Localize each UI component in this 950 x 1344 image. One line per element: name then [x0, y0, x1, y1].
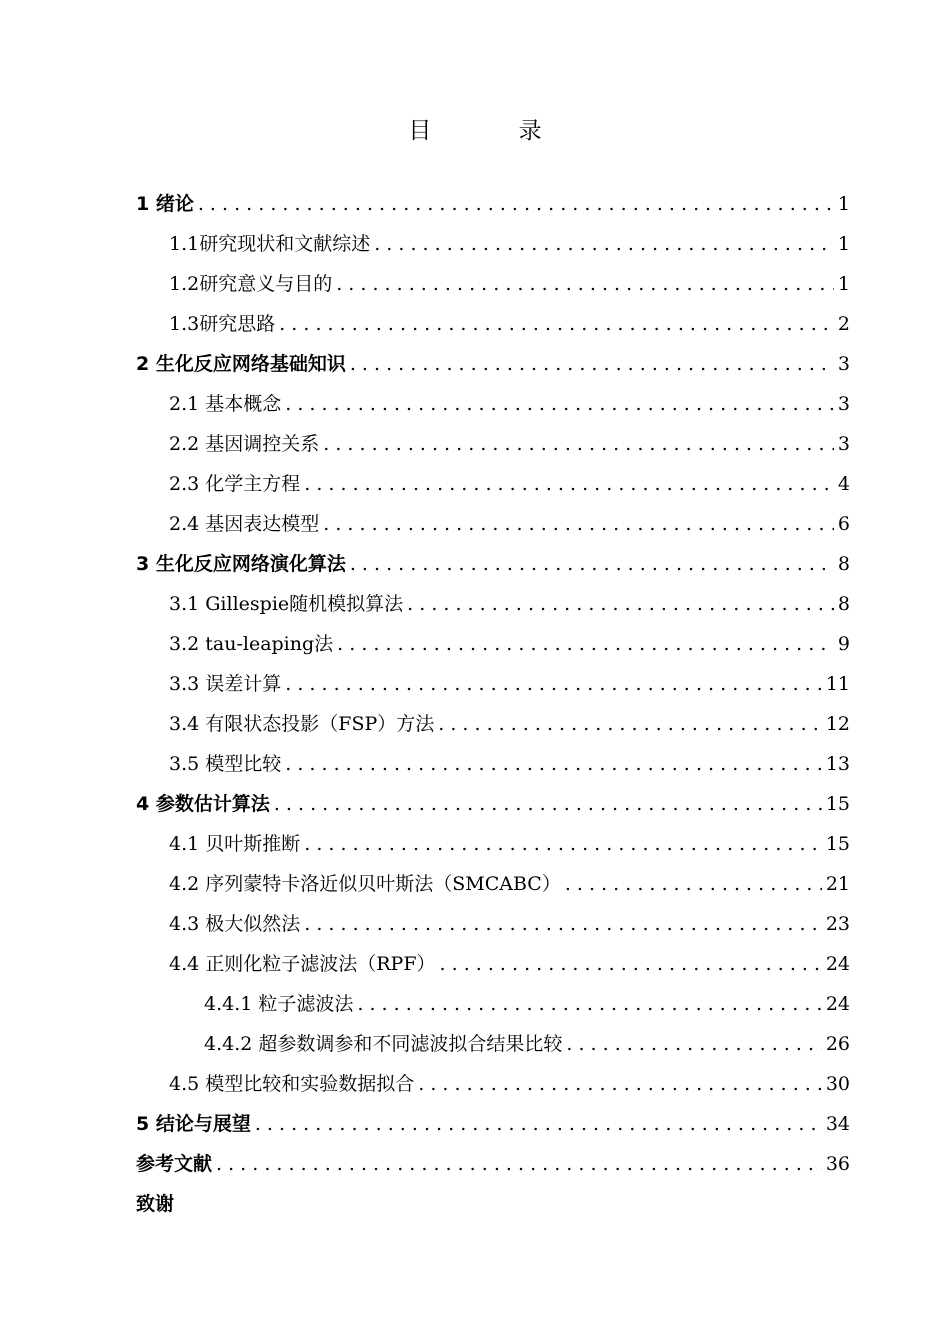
toc-entry-page: 4: [837, 473, 850, 495]
toc-entry-page: 12: [825, 713, 850, 735]
toc-entry-label: 2.4 基因表达模型: [169, 513, 320, 535]
toc-entry-page: 6: [837, 513, 850, 535]
toc-entry-page: 2: [837, 313, 850, 335]
toc-leader-dots: [565, 866, 822, 902]
toc-entry-label: 5 结论与展望: [136, 1113, 251, 1135]
toc-leader-dots: [337, 626, 834, 662]
toc-entry-page: 1: [837, 193, 850, 215]
toc-entry-page: 26: [825, 1033, 850, 1055]
toc-leader-dots: [304, 906, 822, 942]
toc-entry[interactable]: [136, 626, 850, 666]
toc-entry-page: 15: [825, 833, 850, 855]
toc-entry-label: 致谢: [136, 1193, 175, 1215]
toc-entry[interactable]: [136, 666, 850, 706]
toc-entry-label: 3 生化反应网络演化算法: [136, 553, 346, 575]
toc-entry-page: 34: [825, 1113, 850, 1135]
toc-leader-dots: [336, 266, 834, 302]
toc-entry-label: 2 生化反应网络基础知识: [136, 353, 346, 375]
toc-entry-page: 1: [837, 273, 850, 295]
toc-leader-dots: [304, 466, 834, 502]
toc-entry-page: 24: [825, 993, 850, 1015]
toc-entry-label: 3.5 模型比较: [169, 753, 282, 775]
toc-leader-dots: [350, 346, 834, 382]
toc-entry[interactable]: [136, 826, 850, 866]
toc-entry-label: 3.4 有限状态投影（FSP）方法: [169, 713, 435, 735]
toc-leader-dots: [440, 946, 822, 982]
toc-entry[interactable]: [136, 506, 850, 546]
toc-entry[interactable]: [136, 546, 850, 586]
toc-leader-dots: [323, 426, 834, 462]
toc-entry-label: 4 参数估计算法: [136, 793, 270, 815]
toc-entry[interactable]: [136, 466, 850, 506]
toc-entry-page: 11: [825, 673, 850, 695]
toc-leader-dots: [274, 786, 822, 822]
toc-entry-page: 30: [825, 1073, 850, 1095]
toc-entry[interactable]: [136, 1146, 850, 1186]
toc-entry[interactable]: [136, 306, 850, 346]
toc-entry[interactable]: [136, 946, 850, 986]
toc-entry[interactable]: [136, 586, 850, 626]
toc-entry-label: 1.1研究现状和文献综述: [169, 233, 371, 255]
toc-entry-page: 1: [837, 233, 850, 255]
toc-leader-dots: [350, 546, 834, 582]
toc-entry[interactable]: [136, 386, 850, 426]
toc-entry-page: 3: [837, 353, 850, 375]
toc-entry-page: 8: [837, 553, 850, 575]
toc-entry-page: 3: [837, 433, 850, 455]
toc-leader-dots: [323, 506, 834, 542]
toc-entry-label: 3.3 误差计算: [169, 673, 282, 695]
toc-entry-page: 8: [837, 593, 850, 615]
toc-leader-dots: [255, 1106, 822, 1142]
toc-entry[interactable]: [136, 746, 850, 786]
toc-entry-label: 参考文献: [136, 1153, 213, 1175]
toc-leader-dots: [285, 746, 822, 782]
toc-entry-label: 4.2 序列蒙特卡洛近似贝叶斯法（SMCABC）: [169, 873, 561, 895]
toc-entry[interactable]: [136, 346, 850, 386]
toc-entry-label: 2.3 化学主方程: [169, 473, 301, 495]
toc-leader-dots: [198, 186, 834, 222]
toc-entry-page: 23: [825, 913, 850, 935]
toc-entry[interactable]: [136, 1066, 850, 1106]
toc-entry-page: 24: [825, 953, 850, 975]
toc-leader-dots: [418, 1066, 822, 1102]
toc-entry-page: 21: [825, 873, 850, 895]
toc-leader-dots: [285, 666, 822, 702]
toc-leader-dots: [438, 706, 822, 742]
toc-entry-label: 3.2 tau-leaping法: [169, 633, 334, 655]
page-title: 目 录: [408, 118, 582, 144]
toc-entry-label: 4.5 模型比较和实验数据拟合: [169, 1073, 415, 1095]
toc-entry-label: 3.1 Gillespie随机模拟算法: [169, 593, 404, 615]
toc-entry-label: 4.3 极大似然法: [169, 913, 301, 935]
toc-entry[interactable]: [136, 866, 850, 906]
toc-entry-page: 3: [837, 393, 850, 415]
toc-entry-label: 4.4 正则化粒子滤波法（RPF）: [169, 953, 436, 975]
toc-entry[interactable]: [136, 226, 850, 266]
toc-leader-dots: [374, 226, 834, 262]
toc-entry[interactable]: [136, 986, 850, 1026]
toc-entry-label: 1 绪论: [136, 193, 194, 215]
toc-entry[interactable]: [136, 906, 850, 946]
toc-entry-label: 4.4.2 超参数调参和不同滤波拟合结果比较: [204, 1033, 563, 1055]
toc-entry-label: 4.1 贝叶斯推断: [169, 833, 301, 855]
toc-leader-dots: [279, 306, 834, 342]
toc-entry[interactable]: [136, 1186, 850, 1226]
toc-entry[interactable]: [136, 1026, 850, 1066]
toc-leader-dots: [285, 386, 834, 422]
toc-leader-dots: [407, 586, 834, 622]
toc-leader-dots: [304, 826, 822, 862]
toc-entry-page: 13: [825, 753, 850, 775]
toc-entry[interactable]: [136, 786, 850, 826]
toc-entry-page: 9: [837, 633, 850, 655]
toc-entry-label: 1.2研究意义与目的: [169, 273, 333, 295]
table-of-contents: [136, 186, 850, 1226]
toc-entry-label: 2.2 基因调控关系: [169, 433, 320, 455]
toc-entry[interactable]: [136, 706, 850, 746]
toc-leader-dots: [566, 1026, 821, 1062]
toc-entry-label: 1.3研究思路: [169, 313, 276, 335]
toc-entry[interactable]: [136, 1106, 850, 1146]
toc-leader-dots: [357, 986, 821, 1022]
toc-entry-page: 15: [825, 793, 850, 815]
toc-entry-label: 2.1 基本概念: [169, 393, 282, 415]
toc-entry[interactable]: [136, 186, 850, 226]
toc-entry[interactable]: [136, 266, 850, 306]
toc-entry-label: 4.4.1 粒子滤波法: [204, 993, 354, 1015]
toc-entry[interactable]: [136, 426, 850, 466]
toc-entry-page: 36: [825, 1153, 850, 1175]
toc-leader-dots: [216, 1146, 822, 1182]
